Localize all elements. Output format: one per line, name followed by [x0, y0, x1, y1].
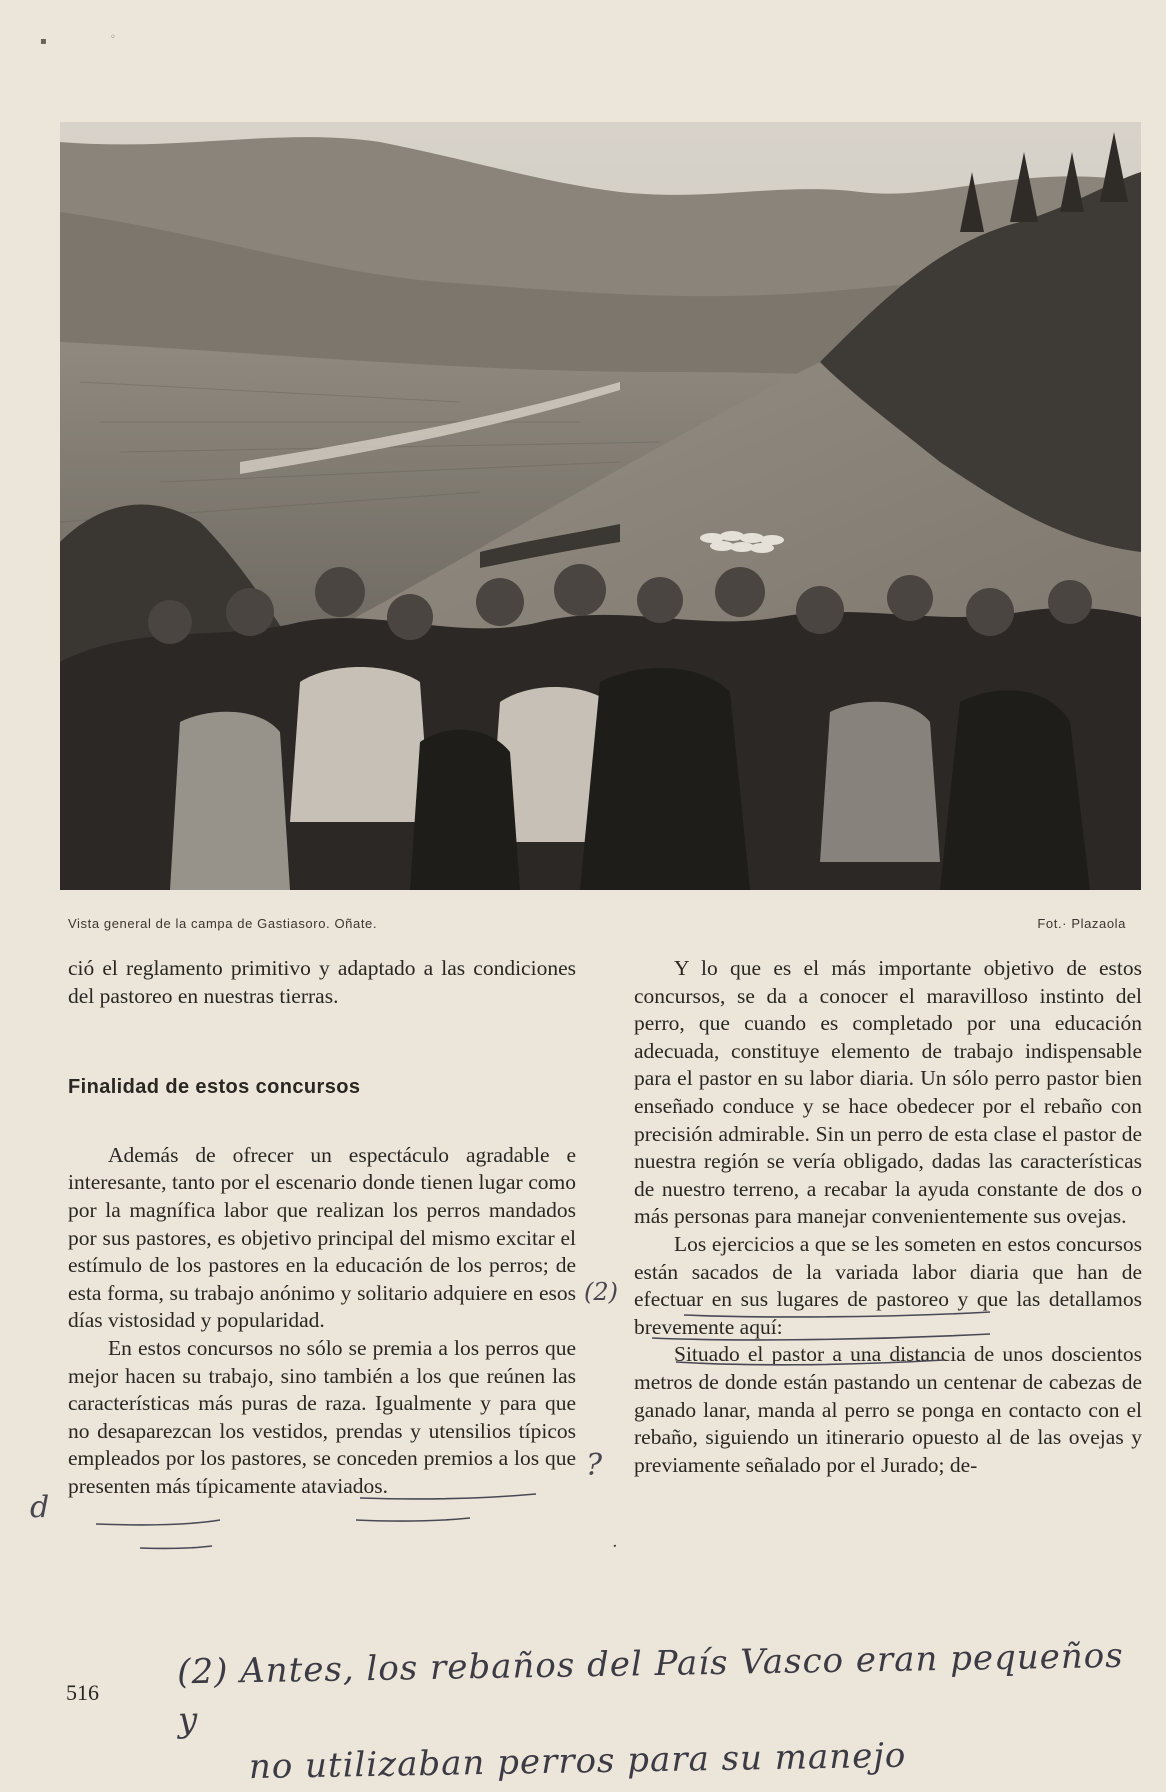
- text-column-right: [634, 955, 1142, 1479]
- photo-illustration: [60, 122, 1141, 890]
- text-column-left: [68, 955, 576, 1501]
- margin-reference-mark: (2): [584, 1278, 618, 1306]
- underline-stroke: [356, 1518, 470, 1521]
- paragraph: Los ejercicios a que se les someten en estos concursos están sacados de la variada labor diaria que han de efectuar en sus lugares de pastoreo y que las detallamos brevemente aquí:: [634, 1231, 1142, 1339]
- underline-stroke: [96, 1520, 220, 1525]
- handwritten-line: no utilizaban perros para su manejo: [248, 1735, 907, 1788]
- underline-stroke: [140, 1546, 212, 1548]
- paragraph: Además de ofrecer un espectáculo agradable e interesante, tanto por el escenario donde tienen lugar como por la magnífica labor que realizan los perros mandados por sus pastores, es objetivo principal del mismo excitar el estímulo de los pastores en la educación de los perros; de esta forma, su trabajo anónimo y solitario adquiere en esos días vistosidad y popularidad.: [68, 1142, 576, 1333]
- paragraph: ció el reglamento primitivo y adaptado a las condiciones del pastoreo en nuestras tierras.: [68, 956, 576, 1008]
- paragraph: En estos concursos no sólo se premia a los perros que mejor hacen su trabajo, sino también a los que reúnen las características más puras de raza. Igualmente y para que no desaparezcan los vestidos, prendas y utensilios típicos empleados por los pastores, se conceden premios a los que presenten más típicamente ataviados.: [68, 1335, 576, 1498]
- stray-mark: ▪: [40, 36, 47, 47]
- section-heading: Finalidad de estos concursos: [68, 1076, 361, 1099]
- handwritten-footnote: [177, 1632, 1139, 1792]
- landscape-photo: [60, 122, 1141, 890]
- page-number: 516: [66, 1680, 99, 1705]
- margin-question-mark: ?: [586, 1448, 603, 1483]
- stray-mark: ◦: [110, 32, 116, 43]
- margin-dot-mark: ·: [612, 1536, 618, 1557]
- paragraph: Y lo que es el más importante objetivo de estos concursos, se da a conocer el maravilloso instinto del perro, que cuando es completado por una educación adecuada, constituye elemento de trabajo indispensable para el pastor en su labor diaria. Un sólo perro pastor bien enseñado conduce y se hace obedecer por el rebaño con precisión admirable. Sin un perro de esta clase el pastor de nuestra región se vería obligado, dadas las características de nuestro terreno, a recabar la ayuda constante de dos o más personas para manejar convenientemente sus ovejas.: [634, 956, 1142, 1229]
- margin-d-mark: d: [30, 1490, 50, 1525]
- photo-credit: Fot.· Plazaola: [1037, 916, 1126, 931]
- paragraph: Situado el pastor a una distancia de unos doscientos metros de donde están pastando un centenar de cabezas de ganado lanar, manda al perro se ponga en contacto con el rebaño, siguiendo un itinerario opuesto al de las ovejas y previamente señalado por el Jurado; de-: [634, 1342, 1142, 1477]
- handwritten-line: (2) Antes, los rebaños del País Vasco eran pequeños y: [176, 1635, 1124, 1741]
- photo-caption: Vista general de la campa de Gastiasoro. Oñate.: [68, 916, 378, 931]
